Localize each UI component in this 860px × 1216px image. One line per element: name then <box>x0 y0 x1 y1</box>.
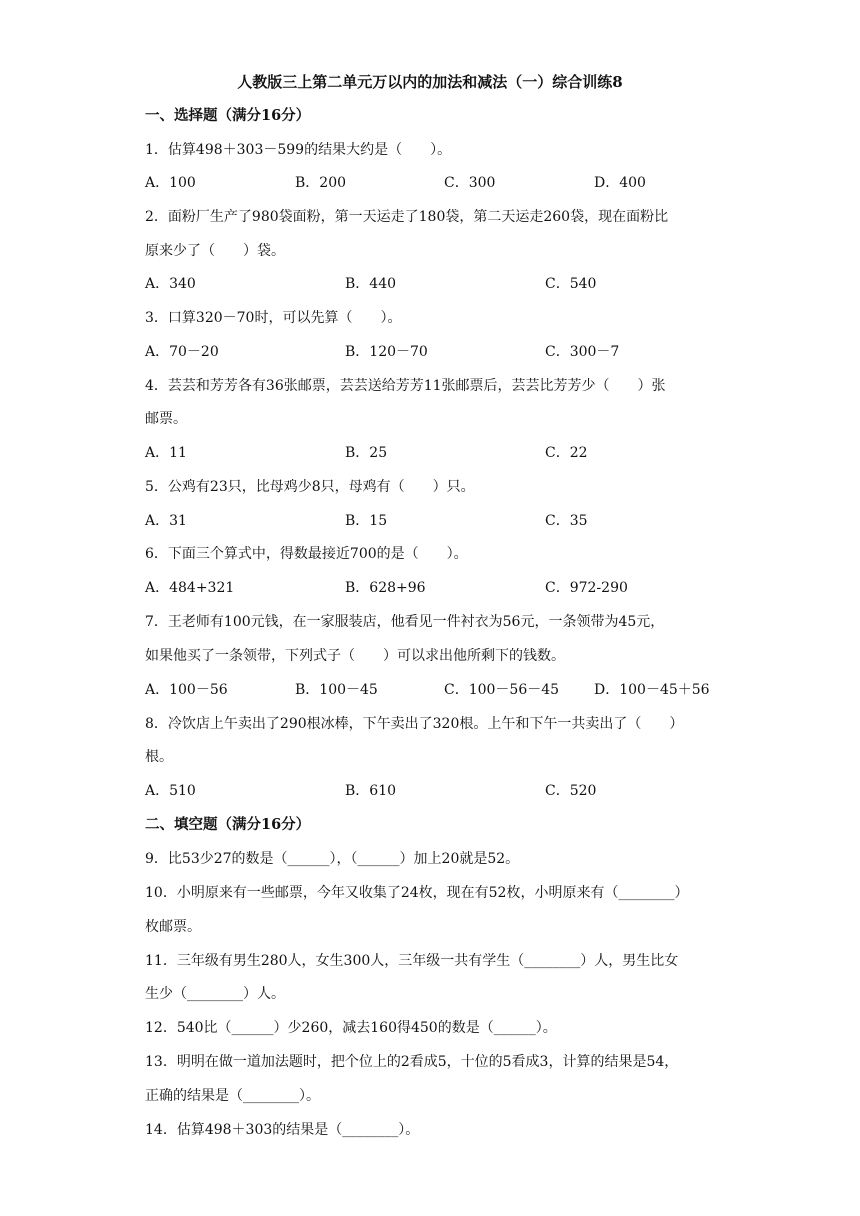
q4-option-a: A．11 <box>145 445 187 461</box>
question-11-line-1: 11．三年级有男生280人，女生300人，三年级一共有学生（________）人，男生比女 <box>145 953 679 969</box>
question-5-text: 5．公鸡有23只，比母鸡少8只，母鸡有（ ）只。 <box>145 479 475 495</box>
section-heading-fill-in: 二、填空题（满分16分） <box>145 816 311 833</box>
q7-option-c: C．100－56－45 <box>444 682 560 698</box>
q3-option-b: B．120－70 <box>345 344 428 360</box>
q5-option-c: C．35 <box>545 513 588 529</box>
q2-option-b: B．440 <box>345 276 397 292</box>
question-7-line-2: 如果他买了一条领带，下列式子（ ）可以求出他所剩下的钱数。 <box>145 648 565 664</box>
question-2-line-1: 2．面粉厂生产了980袋面粉，第一天运走了180袋，第二天运走260袋，现在面粉比 <box>145 209 669 225</box>
q7-option-a: A．100－56 <box>145 682 228 698</box>
q1-option-b: B．200 <box>295 175 347 191</box>
q8-option-b: B．610 <box>345 783 397 799</box>
question-7-line-1: 7．王老师有100元钱，在一家服装店，他看见一件衬衣为56元，一条领带为45元， <box>145 614 665 630</box>
q5-option-b: B．15 <box>345 513 388 529</box>
q2-option-c: C．540 <box>545 276 597 292</box>
question-4-line-2: 邮票。 <box>145 411 187 427</box>
question-6-text: 6．下面三个算式中，得数最接近700的是（ ）。 <box>145 546 468 562</box>
q8-option-a: A．510 <box>145 783 196 799</box>
q1-option-a: A．100 <box>145 175 196 191</box>
section-heading-choice: 一、选择题（满分16分） <box>145 107 311 124</box>
q6-option-a: A．484+321 <box>145 580 235 596</box>
q6-option-b: B．628+96 <box>345 580 426 596</box>
q4-option-b: B．25 <box>345 445 388 461</box>
question-1-text: 1．估算498＋303－599的结果大约是（ ）。 <box>145 142 452 158</box>
worksheet-title: 人教版三上第二单元万以内的加法和减法（一）综合训练8 <box>237 73 623 91</box>
q1-option-c: C．300 <box>444 175 496 191</box>
q4-option-c: C．22 <box>545 445 588 461</box>
question-10-line-2: 枚邮票。 <box>145 919 201 935</box>
q7-option-b: B．100－45 <box>295 682 378 698</box>
q3-option-c: C．300－7 <box>545 344 620 360</box>
q2-option-a: A．340 <box>145 276 196 292</box>
question-2-line-2: 原来少了（ ）袋。 <box>145 243 285 259</box>
question-12-text: 12．540比（______）少260，减去160得450的数是（______）。 <box>145 1020 557 1036</box>
q1-option-d: D．400 <box>594 175 646 191</box>
question-10-line-1: 10．小明原来有一些邮票，今年又收集了24枚，现在有52枚，小明原来有（________） <box>145 885 689 901</box>
question-3-text: 3．口算320－70时，可以先算（ ）。 <box>145 310 402 326</box>
question-13-line-1: 13．明明在做一道加法题时，把个位上的2看成5，十位的5看成3，计算的结果是54， <box>145 1054 679 1070</box>
q7-option-d: D．100－45＋56 <box>594 682 710 698</box>
question-8-line-1: 8．冷饮店上午卖出了290根冰棒，下午卖出了320根。上午和下午一共卖出了（ ） <box>145 716 684 732</box>
question-9-text: 9．比53少27的数是（______），（______）加上20就是52。 <box>145 851 520 867</box>
q3-option-a: A．70－20 <box>145 344 219 360</box>
question-11-line-2: 生少（________）人。 <box>145 986 285 1002</box>
question-14-text: 14．估算498＋303的结果是（________）。 <box>145 1122 420 1138</box>
question-4-line-1: 4．芸芸和芳芳各有36张邮票，芸芸送给芳芳11张邮票后，芸芸比芳芳少（ ）张 <box>145 378 666 394</box>
q5-option-a: A．31 <box>145 513 187 529</box>
q6-option-c: C．972-290 <box>545 580 628 596</box>
question-8-line-2: 根。 <box>145 749 173 765</box>
q8-option-c: C．520 <box>545 783 597 799</box>
question-13-line-2: 正确的结果是（________）。 <box>145 1088 320 1104</box>
